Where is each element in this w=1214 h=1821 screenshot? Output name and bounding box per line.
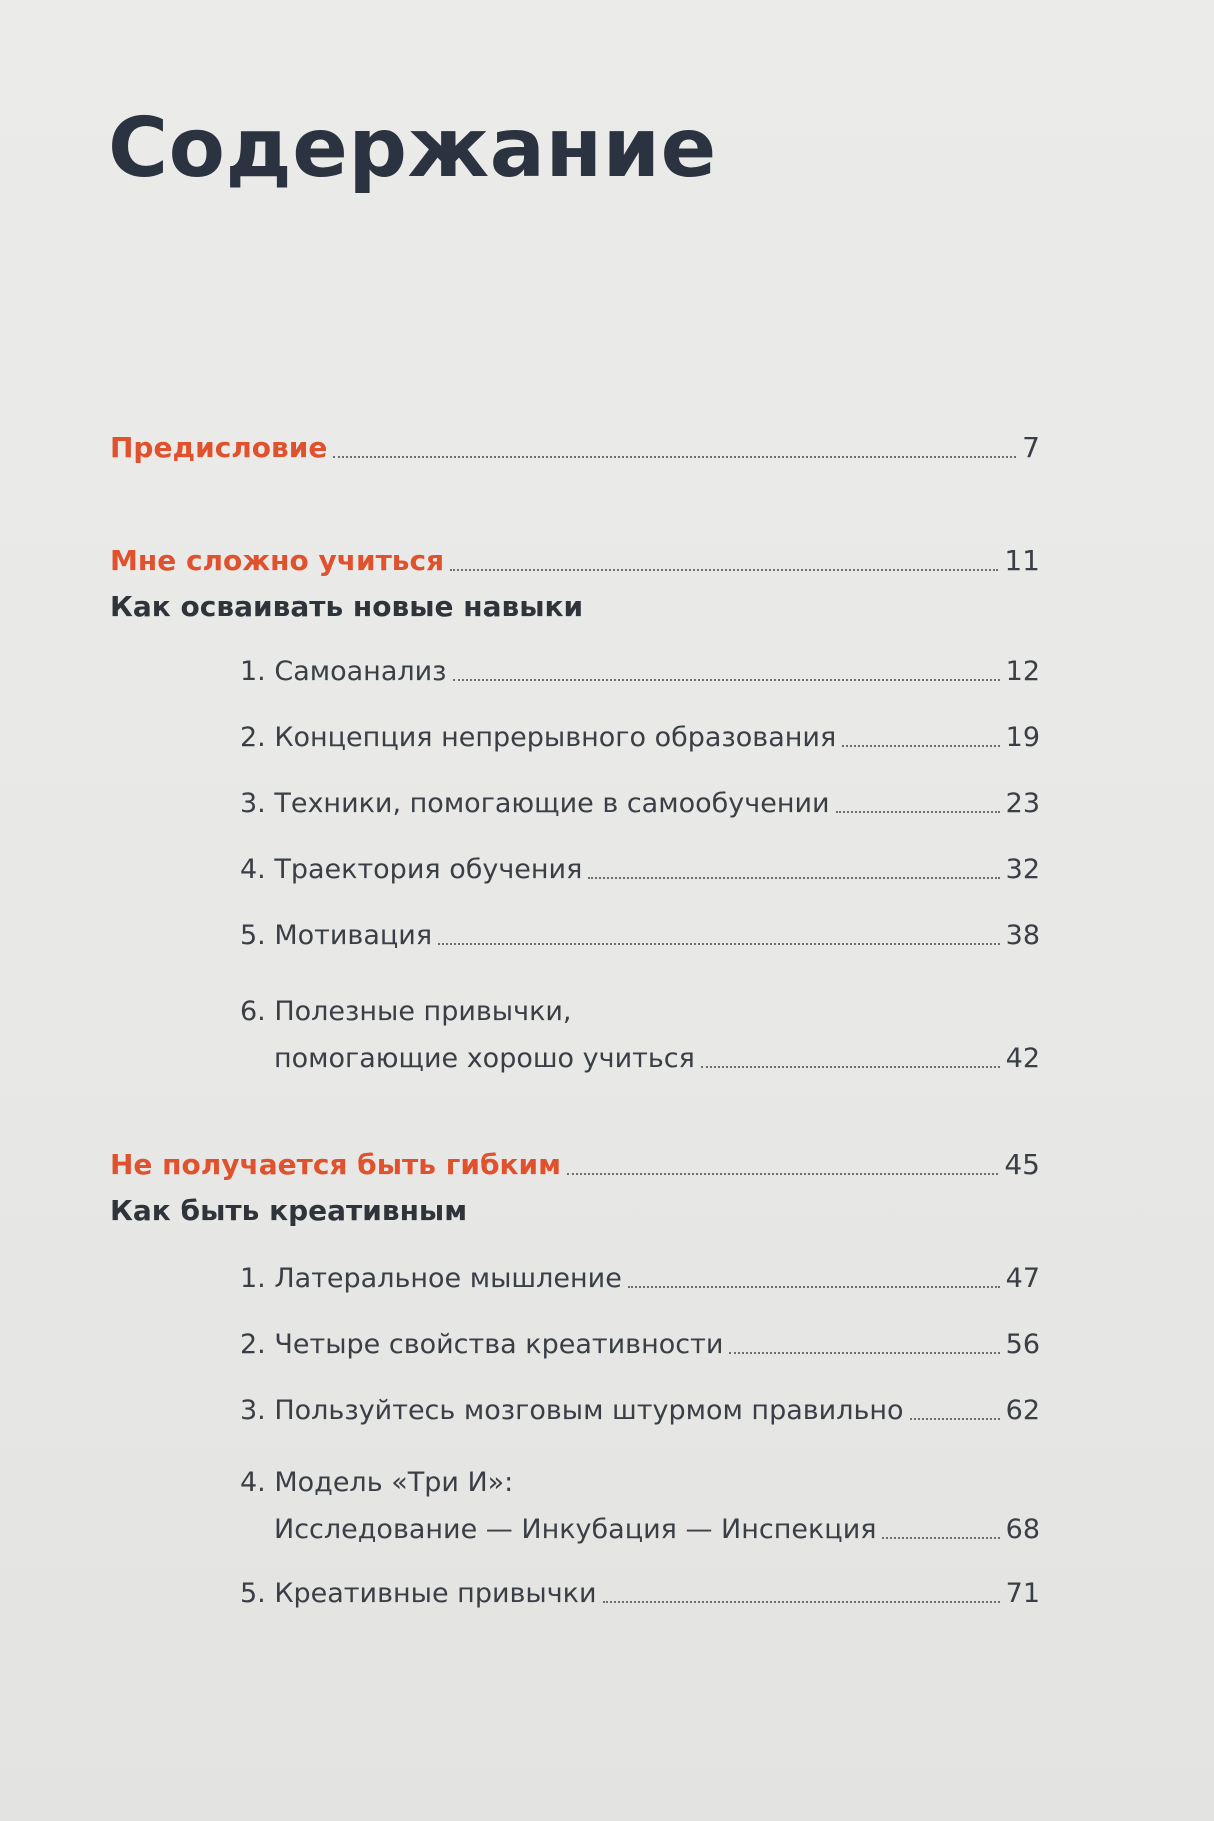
toc-entry-label: 6. Полезные привычки,: [240, 996, 572, 1027]
dot-leader: [453, 679, 1000, 681]
toc-chapter[interactable]: [240, 788, 1040, 819]
dot-leader: [701, 1066, 1000, 1068]
toc-entry-label: 5. Креативные привычки: [240, 1578, 597, 1609]
toc-entry-label: Не получается быть гибким: [110, 1148, 562, 1181]
toc-entry-label: 5. Мотивация: [240, 920, 433, 951]
dot-leader: [910, 1418, 1000, 1420]
part-2-subtitle: Как быть креативным: [110, 1194, 468, 1227]
toc-page-number: 42: [1005, 1043, 1040, 1075]
toc-page-number: 23: [1005, 788, 1040, 819]
toc-chapter[interactable]: [240, 656, 1040, 687]
toc-entry-label: 3. Техники, помогающие в самообучении: [240, 788, 830, 819]
toc-chapter[interactable]: [240, 1395, 1040, 1426]
toc-entry-preface[interactable]: [110, 432, 1040, 464]
dot-leader: [450, 569, 998, 571]
toc-entry-label: 1. Самоанализ: [240, 656, 447, 687]
toc-entry-label: Предисловие: [110, 431, 328, 464]
toc-entry-label: 4. Траектория обучения: [240, 854, 583, 885]
dot-leader: [333, 456, 1016, 458]
toc-page-number: 11: [1004, 544, 1040, 577]
toc-chapter[interactable]: [240, 1467, 1040, 1545]
toc-page-number: 38: [1005, 920, 1040, 951]
dot-leader: [836, 811, 1000, 813]
dot-leader: [603, 1601, 1000, 1603]
toc-entry-label: 4. Модель «Три И»:: [240, 1467, 514, 1498]
toc-entry-label: 2. Концепция непрерывного образования: [240, 722, 837, 753]
toc-page-number: 45: [1004, 1148, 1040, 1181]
toc-chapter[interactable]: [240, 1329, 1040, 1360]
dot-leader: [588, 877, 999, 879]
toc-chapter[interactable]: [240, 920, 1040, 951]
toc-chapter[interactable]: [240, 1578, 1040, 1609]
toc-page-number: 62: [1005, 1395, 1040, 1426]
dot-leader: [842, 745, 999, 747]
toc-page-number: 56: [1005, 1329, 1040, 1360]
toc-page-number: 47: [1005, 1263, 1040, 1294]
toc-entry-label: 3. Пользуйтесь мозговым штурмом правильно: [240, 1395, 904, 1426]
toc-page-number: 12: [1005, 656, 1040, 687]
toc-page-number: 68: [1005, 1514, 1040, 1546]
toc-chapter[interactable]: [240, 722, 1040, 753]
dot-leader: [567, 1173, 998, 1175]
toc-entry-label-continued: помогающие хорошо учиться: [274, 1043, 695, 1075]
dot-leader: [882, 1537, 999, 1539]
toc-page-number: 71: [1005, 1578, 1040, 1609]
toc-entry-label-continued: Исследование — Инкубация — Инспекция: [274, 1514, 877, 1546]
toc-page-number: 19: [1005, 722, 1040, 753]
toc-chapter[interactable]: [240, 1263, 1040, 1294]
toc-entry-label: 2. Четыре свойства креативности: [240, 1329, 724, 1360]
toc-entry-label: 1. Латеральное мышление: [240, 1263, 622, 1294]
toc-entry-part-2[interactable]: [110, 1149, 1040, 1181]
part-1-subtitle: Как осваивать новые навыки: [110, 590, 584, 623]
toc-chapter[interactable]: [240, 854, 1040, 885]
toc-page-number: 7: [1022, 431, 1040, 464]
toc-page-number: 32: [1005, 854, 1040, 885]
toc-entry-part-1[interactable]: [110, 545, 1040, 577]
toc-entry-label: Мне сложно учиться: [110, 544, 445, 577]
dot-leader: [729, 1352, 999, 1354]
page-title: Содержание: [108, 101, 717, 196]
dot-leader: [628, 1286, 1000, 1288]
toc-chapter[interactable]: [240, 996, 1040, 1074]
dot-leader: [438, 943, 1000, 945]
